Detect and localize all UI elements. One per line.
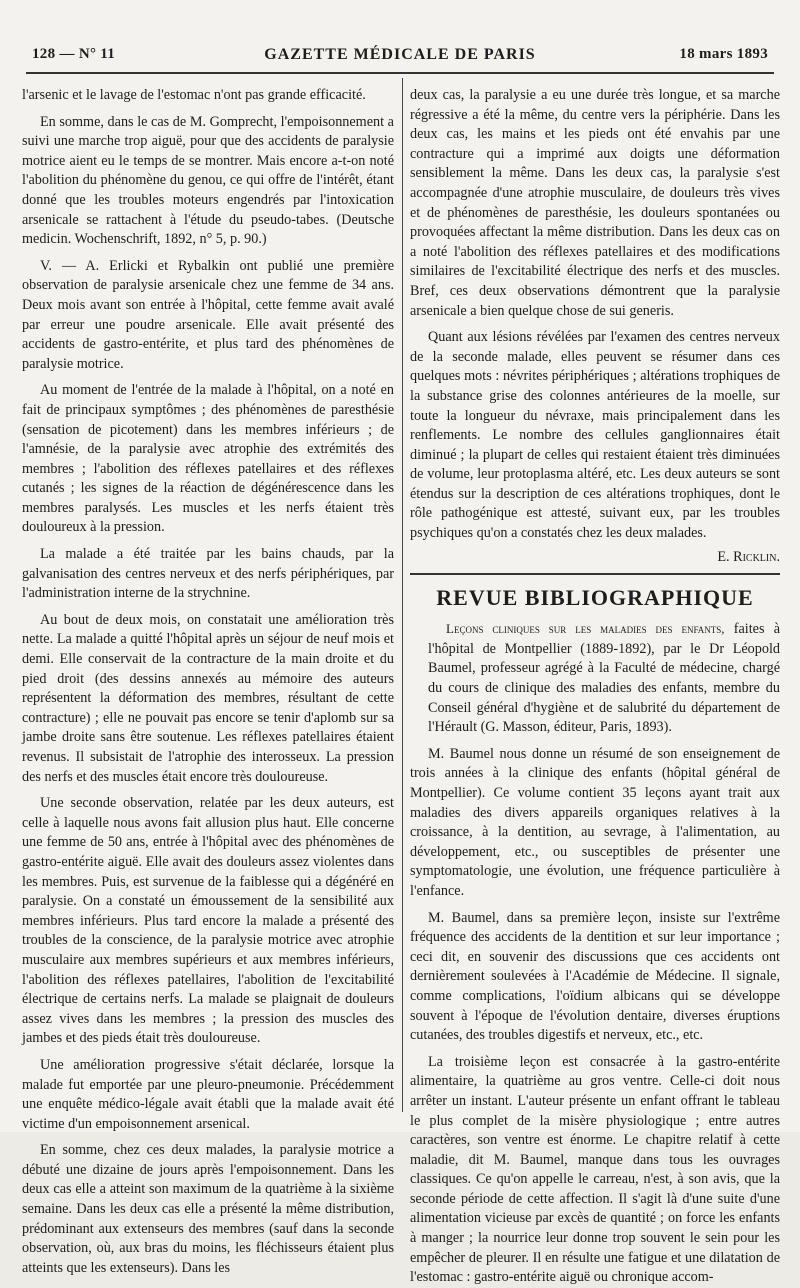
paragraph: Une seconde observation, relatée par les deux auteurs, est celle à laquelle nous avons fait allusion plus haut. Elle concerne une femme de 50 ans, entrée à l'hôpital avec des phénomènes de gastro-entérite aiguë. Elle avait des douleurs assez violentes dans les membres. Puis, est survenue de la faiblesse qui a dégénéré en paralysie. On a constaté un émoussement de la sensibilité aux membres inférieurs. Plus tard encore la malade a présenté des troubles de la conscience, de la paralysie motrice avec atrophie musculaire aux membres supérieurs et aux membres inférieurs, l'abolition des réflexes patellaires, l'abolition de l'excitabilité électrique de certains nerfs. La malade se plaignait de douleurs assez vives dans les membres ; la pression des muscles des jambes et des pieds était très douloureuse.	[22, 795, 394, 1047]
page-header	[32, 46, 768, 68]
column-divider	[402, 78, 403, 1112]
paragraph: V. — A. Erlicki et Rybalkin ont publié une première observation de paralysie arsenicale chez une femme de 34 ans. Deux mois avant son entrée à l'hôpital, cette femme avait avalé par erreur une poudre arsenicale. Elle avait présenté des accidents de gastro-entérite, et plus tard des phénomènes de paralysie motrice.	[22, 257, 394, 372]
section-title: REVUE BIBLIOGRAPHIQUE	[436, 585, 754, 611]
paragraph: Une amélioration progressive s'était déclarée, lorsque la malade fut emportée par une pleuro-pneumonie. Précédemment une enquête médico-légale avait établi que la malade avait été victime d'un empoisonnement arsenical.	[22, 1056, 394, 1132]
section-divider	[410, 573, 780, 575]
bib-entry-title: Leçons cliniques sur les maladies des enfants,	[446, 621, 725, 637]
right-column	[410, 86, 780, 1286]
issue-number: — N° 11	[59, 46, 116, 62]
paragraph: La malade a été traitée par les bains chauds, par la galvanisation des centres nerveux et des nerfs périphériques, par l'administration interne de la strychnine.	[22, 546, 394, 602]
page-number: 128	[32, 46, 56, 62]
author-signature: E. Ricklin.	[717, 548, 780, 565]
paragraph: En somme, chez ces deux malades, la paralysie motrice a débuté une dizaine de jours après l'empoisonnement. Dans les deux cas elle a atteint son maximum de la quatrième à la sixième semaine. Dans les deux cas elle a présenté la même distribution, prédominant aux extenseurs des membres (sauf dans la seconde observation, où, aux bras du moins, les fléchisseurs étaient plus atteints que les extenseurs). Dans les	[22, 1142, 394, 1276]
paragraph: Au moment de l'entrée de la malade à l'hôpital, on a noté en fait de principaux symptômes ; des phénomènes de paresthésie (sensation de picotement) dans les membres inférieurs ; de l'amnésie, de la paralysie avec atrophie des extrémités des membres ; l'abolition des réflexes patellaires et des réflexes cutanés ; les signes de la réaction de dégénérescence dans les membres paralysés. Les muscles et les nerfs étaient très douloureux à la pression.	[22, 382, 394, 536]
review-paragraph: M. Baumel, dans sa première leçon, insiste sur l'extrême fréquence des accidents de la dentition et sur leur importance ; ceci dit, en souvenir des discussions que ces accidents ont dernièrement soulevées à l'Académie de Médecine. Il signale, comme complications, l'oïdium albicans qui se développe souvent à l'époque de l'évolution dentaire, diverses éruptions cutanées, des troubles digestifs et nerveux, etc., etc.	[410, 909, 780, 1044]
paragraph: Au bout de deux mois, on constatait une amélioration très nette. La malade a quitté l'hôpital après un séjour de neuf mois et demi. Elle conservait de la contracture de la main droite et du pied droit (des dessins annexés au mémoire des auteurs représentent la déformation des membres, résultant de cette contracture) ; elle ne pouvait pas encore se tenir d'aplomb sur sa jambe droite sans être soutenue. Les réflexes patellaires étaient revenus. Il subsistait de l'atrophie des interosseux. La pression des nerfs et des muscles était encore très douloureuse.	[22, 611, 394, 785]
publication-date: 18 mars 1893	[679, 46, 768, 62]
review-paragraph: M. Baumel nous donne un résumé de son enseignement de trois années à la clinique des enfants (hôpital général de Montpellier). Ce volume contient 35 leçons ayant trait aux maladies des divers appareils organiques relatives à la croissance, à la dentition, au sevrage, à l'alimentation, au développement, etc., ou susceptibles de présenter une symptomatologie, une évolution, une fréquence particulière à l'enfance.	[410, 745, 780, 899]
bibliographic-entry	[410, 619, 780, 738]
left-column	[22, 86, 394, 1276]
header-rule	[26, 72, 774, 74]
paragraph: deux cas, la paralysie a eu une durée très longue, et sa marche régressive a été la même, du centre vers la périphérie. Dans les deux cas, les mains et les pieds ont été envahis par une contracture qui a imprimé aux doigts une déformation sensiblement la même. Dans les deux cas, la paralysie s'est accompagnée d'une atrophie musculaire, de douleurs très vives et de phénomènes de paresthésie, les douleurs spontanées ou provoquées affectant la même distribution. Dans les deux cas on a noté l'abolition des réflexes patellaires et des modifications similaires de l'excitabilité électrique des nerfs et des muscles. Bref, ces deux observations démontrent que la paralysie arsenicale a bien quelque chose de sui generis.	[410, 87, 780, 319]
paragraph: En somme, dans le cas de M. Gomprecht, l'empoisonnement a suivi une marche trop aiguë, pour que des accidents de paralysie motrice aient eu le temps de se montrer. Mais encore a-t-on noté l'abolition du phénomène du genou, ce qui offre de l'intérêt, étant donné que les troubles moteurs engendrés par l'intoxication arsenicale se rattachent à l'étude du pseudo-tabes. (Deutsche medicin. Wochenschrift, 1892, n° 5, p. 90.)	[22, 113, 394, 248]
publication-title: GAZETTE MÉDICALE DE PARIS	[264, 46, 536, 63]
paragraph: Quant aux lésions révélées par l'examen des centres nerveux de la seconde malade, elles peuvent se résumer dans ces quelques mots : névrites périphériques ; altérations trophiques de la substance grise des colonnes antérieures de la moelle, sur toute la longueur du névraxe, mais principalement dans les renflements. Le nombre des cellules ganglionnaires était diminué ; la plupart de celles qui restaient étaient très diminuées de volume, leur protoplasma altéré, etc. Les deux auteurs se sont étendus sur la description de ces altérations trophiques, dont le rôle pathogénique est attesté, suivant eux, par les troubles psychiques qu'on a constatés chez les deux malades.	[410, 329, 780, 542]
review-paragraph: La troisième leçon est consacrée à la gastro-entérite alimentaire, la quatrième au gros ventre. Celle-ci doit nous arrêter un instant. L'auteur présente un enfant offrant le tableau le plus complet de la misère physiologique ; entre autres caractères, son ventre est énorme. Le chapitre relatif à cette maladie, dit M. Baumel, manque dans tous les ouvrages classiques. Ce qu'on appelle le carreau, n'est, à son avis, que la seconde période de cette affection. Il s'agit là d'une suite d'une alimentation vicieuse par excès de quantité ; on force les enfants à manger ; la nourrice leur donne trop souvent le sein pour les empêcher de pleurer. Il en résulte une fatigue et une dilatation de l'estomac : gastro-entérite aiguë ou chronique accom-	[410, 1053, 780, 1286]
bib-entry-details: faites à l'hôpital de Montpellier (1889-1892), par le Dr Léopold Baumel, professeur agrégé à la Faculté de médecine, chargé du cours de clinique des maladies des enfants, membre du Conseil général d'hygiène et de salubrité du département de l'Hérault (G. Masson, éditeur, Paris, 1893).	[428, 621, 780, 736]
paragraph: l'arsenic et le lavage de l'estomac n'ont pas grande efficacité.	[22, 87, 366, 103]
